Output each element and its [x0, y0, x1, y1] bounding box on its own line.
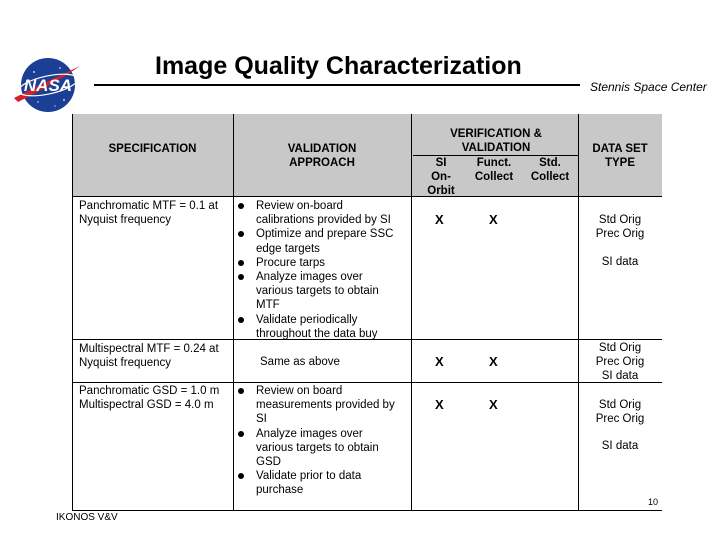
svg-text:NASA: NASA	[23, 76, 73, 95]
row2-dataset-1: Std Orig	[598, 342, 642, 354]
row1-bullet-3: Procure tarps	[234, 256, 410, 270]
row1-approach-list	[234, 199, 410, 341]
row3-si-mark: X	[435, 397, 444, 412]
header-validation-l2: APPROACH	[289, 157, 355, 169]
row1-dataset-3: SI data	[601, 256, 639, 268]
row3-dataset-2: Prec Orig	[595, 413, 645, 425]
row3-approach-list	[234, 384, 410, 498]
row3-spec-l2: Multispectral GSD = 4.0 m	[79, 399, 214, 411]
header-si-l2: On-	[431, 171, 451, 183]
row-divider-2	[72, 382, 662, 383]
page-number: 10	[648, 497, 659, 507]
row3-bullet-2: Analyze images over various targets to obtain GSD	[234, 427, 410, 470]
row3-dataset-1: Std Orig	[598, 399, 642, 411]
header-si-l3: Orbit	[427, 185, 455, 197]
header-verification-l2: VALIDATION	[461, 142, 531, 154]
row1-dataset-1: Std Orig	[598, 214, 642, 226]
row2-si-mark: X	[435, 354, 444, 369]
row2-approach: Same as above	[260, 356, 340, 368]
row1-bullet-5: Validate periodically throughout the data buy	[234, 313, 410, 341]
header-si-l1: SI	[435, 157, 447, 169]
header-specification: SPECIFICATION	[108, 143, 197, 155]
title-rule	[94, 84, 580, 86]
header-verification-l1: VERIFICATION &	[450, 128, 542, 140]
row1-bullet-4: Analyze images over various targets to obtain MTF	[234, 270, 410, 313]
header-funct-l1: Funct.	[476, 157, 512, 169]
page-title: Image Quality Characterization	[155, 52, 522, 80]
row3-bullet-3: Validate prior to data purchase	[234, 469, 410, 497]
header-funct-l2: Collect	[474, 171, 514, 183]
row2-dataset-2: Prec Orig	[595, 356, 645, 368]
row1-dataset-2: Prec Orig	[595, 228, 645, 240]
row3-bullet-1: Review on board measurements provided by SI	[234, 384, 410, 427]
footer-label: IKONOS V&V	[56, 512, 118, 523]
table-border-left	[72, 114, 73, 510]
header-dataset-l1: DATA SET	[592, 143, 648, 155]
row1-spec-l2: Nyquist frequency	[79, 214, 172, 226]
table-divider-approach	[411, 114, 412, 510]
row3-spec-l1: Panchromatic GSD = 1.0 m	[79, 385, 220, 397]
row1-spec-l1: Panchromatic MTF = 0.1 at	[79, 200, 219, 212]
center-name: Stennis Space Center	[590, 80, 707, 94]
row3-funct-mark: X	[489, 397, 498, 412]
row2-spec-l1: Multispectral MTF = 0.24 at	[79, 343, 219, 355]
row1-bullet-2: Optimize and prepare SSC edge targets	[234, 227, 410, 255]
row3-dataset-3: SI data	[601, 440, 639, 452]
header-validation-l1: VALIDATION	[287, 143, 357, 155]
row2-dataset-3: SI data	[601, 370, 639, 382]
row1-funct-mark: X	[489, 212, 498, 227]
header-std-l2: Collect	[530, 171, 570, 183]
table-bottom-line	[72, 510, 662, 511]
table-header-bottom	[72, 196, 662, 197]
row1-bullet-1: Review on-board calibrations provided by SI	[234, 199, 410, 227]
row1-si-mark: X	[435, 212, 444, 227]
header-std-l1: Std.	[539, 157, 561, 169]
row2-spec-l2: Nyquist frequency	[79, 357, 172, 369]
nasa-logo	[8, 54, 84, 116]
header-dataset-l2: TYPE	[604, 157, 636, 169]
row2-funct-mark: X	[489, 354, 498, 369]
